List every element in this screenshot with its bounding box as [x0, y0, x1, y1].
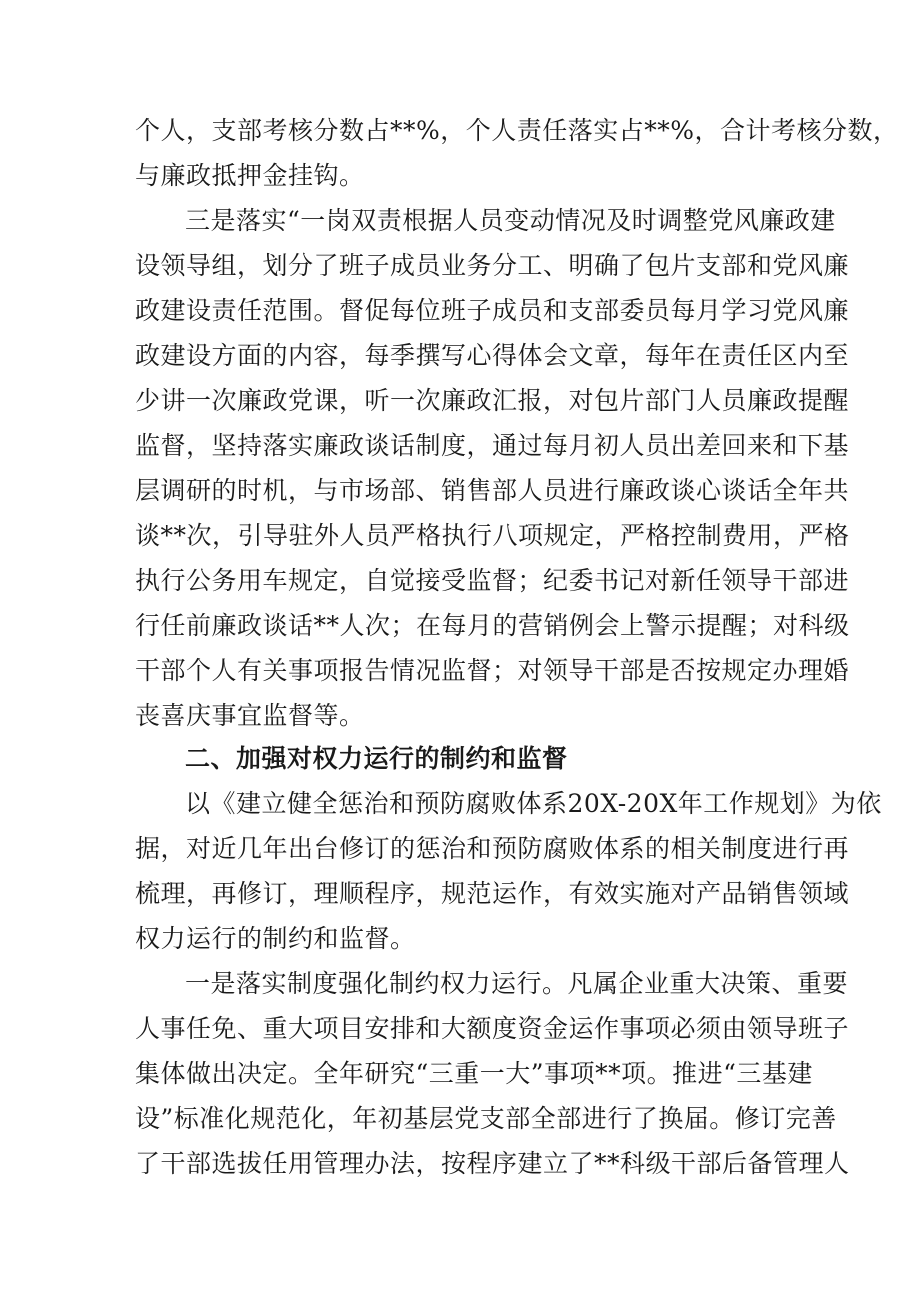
- text-line: 政建设责任范围。督促每位班子成员和支部委员每月学习党风廉: [135, 296, 850, 325]
- text-line: 监督，坚持落实廉政谈话制度，通过每月初人员出差回来和下基: [135, 431, 850, 460]
- text-line: 设”标准化规范化，年初基层党支部全部进行了换届。修订完善: [135, 1104, 837, 1133]
- section-heading: 二、加强对权力运行的制约和监督: [185, 744, 568, 773]
- text-line: 个人，支部考核分数占**%，个人责任落实占**%，合计考核分数，: [135, 116, 899, 145]
- text-line: 据，对近几年出台修订的惩治和预防腐败体系的相关制度进行再: [135, 834, 850, 863]
- text-line: 行任前廉政谈话**人次；在每月的营销例会上警示提醒；对科级: [135, 611, 850, 640]
- text-line: 层调研的时机，与市场部、销售部人员进行廉政谈心谈话全年共: [135, 476, 850, 505]
- text-line: 谈**次，引导驻外人员严格执行八项规定，严格控制费用，严格: [135, 521, 850, 550]
- text-line: 政建设方面的内容，每季撰写心得体会文章，每年在责任区内至: [135, 341, 850, 370]
- paragraph-first-line: 一是落实制度强化制约权力运行。凡属企业重大决策、重要: [185, 969, 849, 998]
- text-line: 了干部选拔任用管理办法，按程序建立了**科级干部后备管理人: [135, 1149, 850, 1178]
- text-line: 与廉政抵押金挂钩。: [135, 161, 365, 190]
- text-line: 人事任免、重大项目安排和大额度资金运作事项必须由领导班子: [135, 1014, 850, 1043]
- text-line: 集体做出决定。全年研究“三重一大”事项**项。推进“三基建: [135, 1059, 813, 1088]
- text-line: 少讲一次廉政党课，听一次廉政汇报，对包片部门人员廉政提醒: [135, 386, 850, 415]
- text-line: 丧喜庆事宜监督等。: [135, 701, 365, 730]
- paragraph-first-line: 以《建立健全惩治和预防腐败体系20X-20X年工作规划》为依: [185, 789, 882, 818]
- text-line: 设领导组，划分了班子成员业务分工、明确了包片支部和党风廉: [135, 251, 850, 280]
- text-line: 干部个人有关事项报告情况监督；对领导干部是否按规定办理婚: [135, 656, 850, 685]
- text-line: 执行公务用车规定，自觉接受监督；纪委书记对新任领导干部进: [135, 566, 850, 595]
- text-line: 梳理，再修订，理顺程序，规范运作，有效实施对产品销售领域: [135, 879, 850, 908]
- paragraph-first-line: 三是落实“一岗双责根据人员变动情况及时调整党风廉政建: [185, 206, 836, 235]
- text-line: 权力运行的制约和监督。: [135, 924, 416, 953]
